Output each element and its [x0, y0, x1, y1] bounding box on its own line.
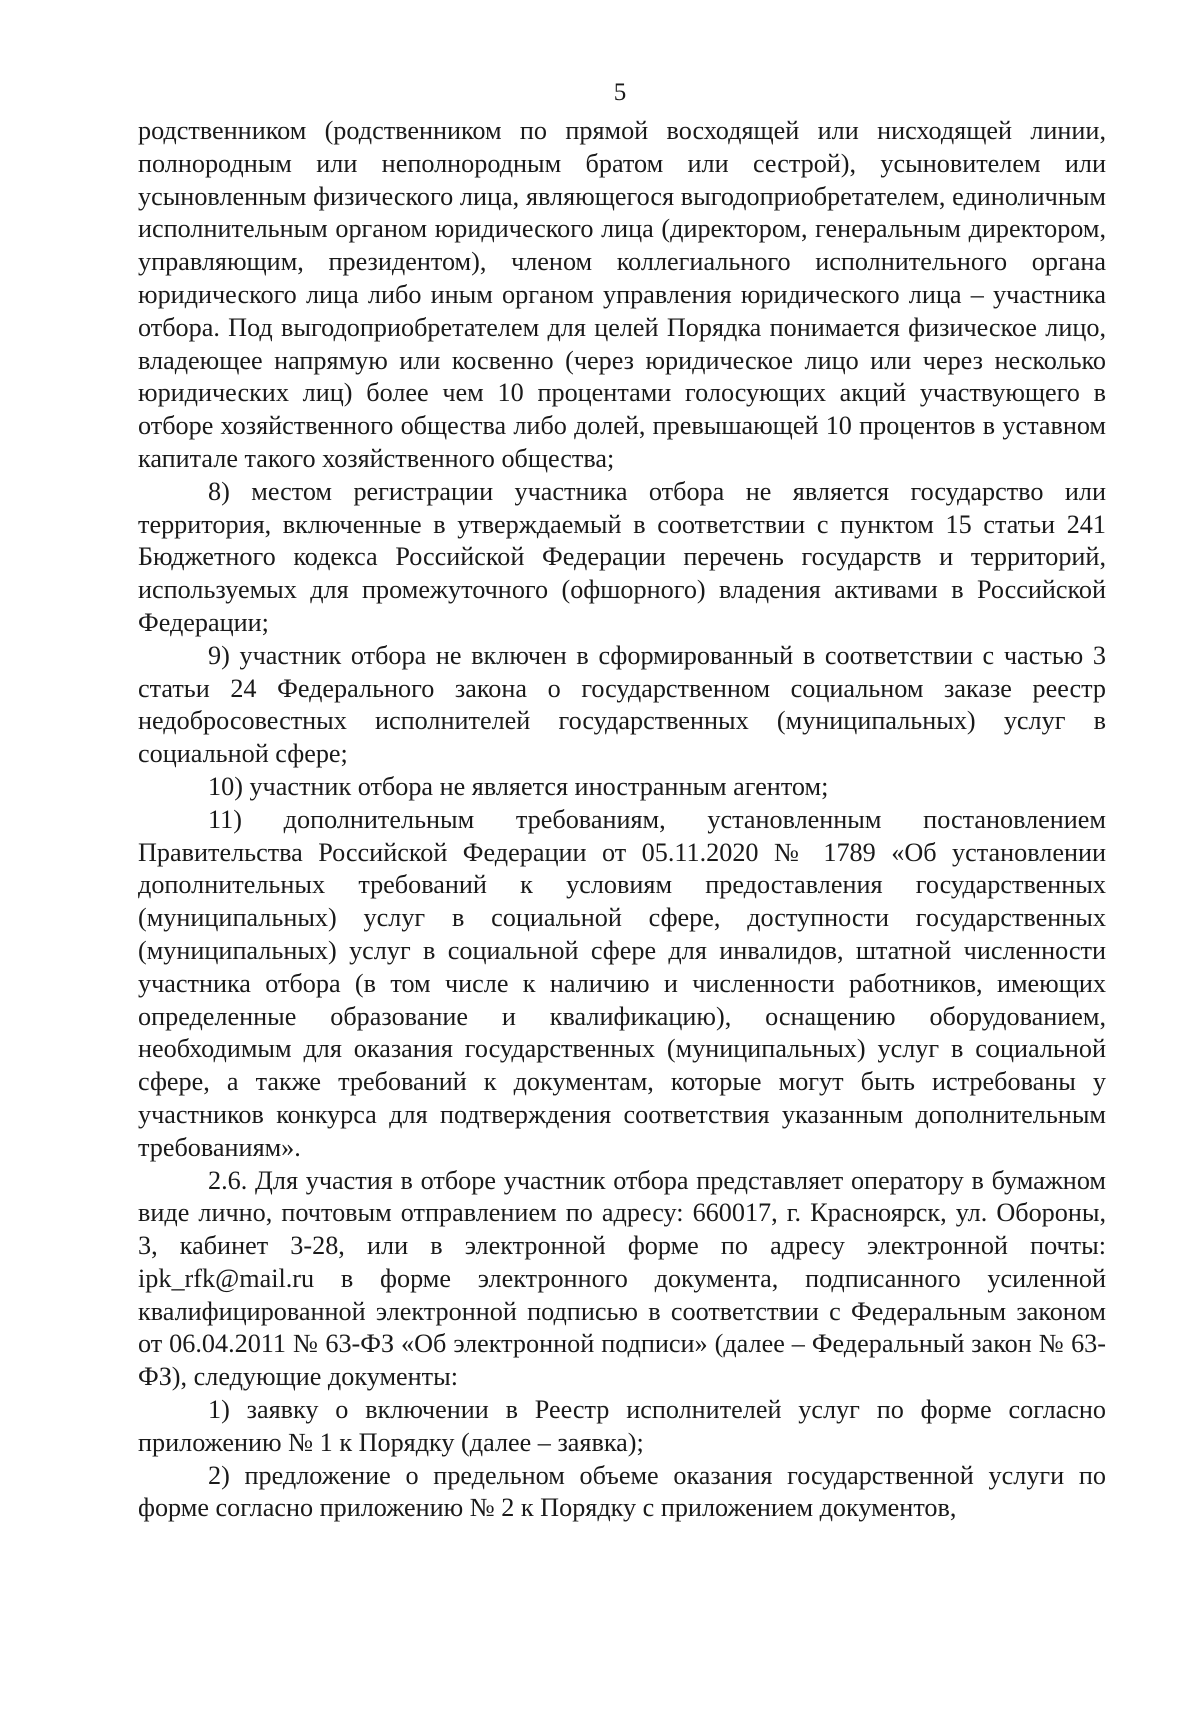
- paragraph-item-11: 11) дополнительным требованиям, установленным постановлением Правительства Российской Федерации от 05.11.2020 № 1789 «Об установлении дополнительных требований к условиям предоставления государственных (муниципальных) услуг в социальной сфере, доступности государственных (муниципальных) услуг в социальной сфере для инвалидов, штатной численности участника отбора (в том числе к наличию и численности работников, имеющих определенные образование и квалификацию), оснащению оборудованием, необходимым для оказания государственных (муниципальных) услуг в социальной сфере, а также требований к документам, которые могут быть истребованы у участников конкурса для подтверждения соответствия указанным дополнительным требованиям».: [138, 804, 1106, 1162]
- document-body: [138, 115, 1106, 1525]
- paragraph-continuation: родственником (родственником по прямой восходящей или нисходящей линии, полнородным или неполнородным братом или сестрой), усыновителем или усыновленным физического лица, являющегося выгодоприобретателем, единоличным исполнительным органом юридического лица (директором, генеральным директором, управляющим, президентом), членом коллегиального исполнительного органа юридического лица либо иным органом управления юридического лица – участника отбора. Под выгодоприобретателем для целей Порядка понимается физическое лицо, владеющее напрямую или косвенно (через юридическое лицо или через несколько юридических лиц) более чем 10 процентами голосующих акций участвующего в отборе хозяйственного общества либо долей, превышающей 10 процентов в уставном капитале такого хозяйственного общества;: [138, 116, 1106, 473]
- paragraph-doc-item-2: 2) предложение о предельном объеме оказания государственной услуги по форме согласно приложению № 2 к Порядку с приложением документов,: [138, 1460, 1106, 1523]
- page-number: 5: [613, 79, 627, 106]
- paragraph-item-8: 8) местом регистрации участника отбора не является государство или территория, включенные в утверждаемый в соответствии с пунктом 15 статьи 241 Бюджетного кодекса Российской Федерации перечень государств и территорий, используемых для промежуточного (офшорного) владения активами в Российской Федерации;: [138, 476, 1106, 637]
- paragraph-section-2-6: 2.6. Для участия в отборе участник отбора представляет оператору в бумажном виде лично, почтовым отправлением по адресу: 660017, г. Красноярск, ул. Обороны, 3, кабинет 3-28, или в электронной форме по адресу электронной почты: ipk_rfk@mail.ru в форме электронного документа, подписанного усиленной квалифицированной электронной подписью в соответствии с Федеральным законом от 06.04.2011 № 63-ФЗ «Об электронной подписи» (далее – Федеральный закон № 63-ФЗ), следующие документы:: [138, 1165, 1106, 1392]
- paragraph-item-10: 10) участник отбора не является иностранным агентом;: [208, 771, 829, 801]
- paragraph-doc-item-1: 1) заявку о включении в Реестр исполнителей услуг по форме согласно приложению № 1 к Порядку (далее – заявка);: [138, 1395, 1106, 1457]
- paragraph-item-9: 9) участник отбора не включен в сформированный в соответствии с частью 3 статьи 24 Федерального закона о государственном социальном заказе реестр недобросовестных исполнителей государственных (муниципальных) услуг в социальной сфере;: [138, 640, 1106, 769]
